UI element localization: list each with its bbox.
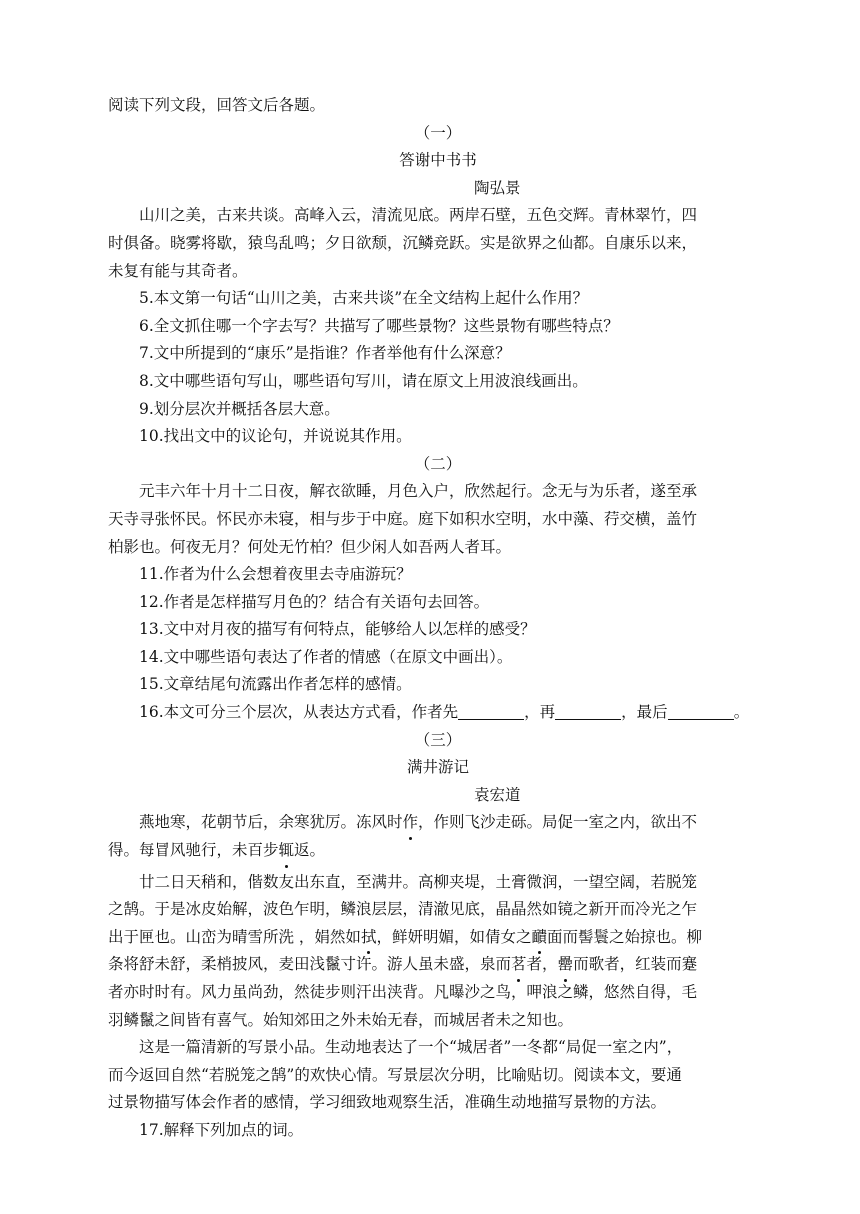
text-run: 者， [526, 955, 558, 974]
question-5: 5.本文第一句话“山川之美，古来共谈”在全文结构上起什么作用？ [139, 289, 589, 308]
section2-passage-line: 柏影也。何夜无月？何处无竹柏？但少闲人如吾两人者耳。 [108, 537, 512, 556]
question-6: 6.全文抓住哪一个字去写？共描写了哪些景物？这些景物有哪些特点？ [139, 316, 619, 335]
question-16-end: 。 [733, 703, 750, 722]
answer-blank[interactable] [458, 701, 524, 720]
section2-passage-line: 元丰六年十月十二日夜，解衣欲睡，月色入户，欣然起行。念无与为乐者，遂至承 [139, 482, 698, 501]
text-run: 面而髻鬟之始掠也。柳 [546, 927, 702, 946]
section3-author: 袁宏道 [474, 785, 521, 804]
question-16-prefix: 16.本文可分三个层次，从表达方式看，作者先 [139, 703, 459, 722]
section3-passage-line [108, 809, 768, 837]
section1-title: 答谢中书书 [399, 151, 477, 170]
section1-passage-line: 未复有能与其奇者。 [108, 261, 248, 280]
text-run: 燕地寒，花朝节后，余寒犹厉。冻风时 [139, 813, 403, 832]
question-7: 7.文中所提到的“康乐”是指谁？作者举他有什么深意？ [139, 344, 511, 363]
answer-blank[interactable] [668, 701, 734, 720]
text-run: 返。 [294, 841, 326, 860]
text-run: 而歌者，红装而蹇 [573, 955, 698, 974]
text-run: 得。每冒风驰行，未百步 [108, 841, 279, 860]
commentary-line: 而今返回自然“若脱笼之鹄”的欢快心情。写景层次分明，比喻贴切。阅读本文，要通 [108, 1065, 682, 1084]
question-16-mid: ，最后 [621, 703, 668, 722]
question-9: 9.划分层次并概括各层大意。 [139, 399, 340, 418]
commentary-line: 过景物描写体会作者的感情，学习细致地观察生活，准确生动地描写景物的方法。 [108, 1093, 667, 1112]
section3-title: 满井游记 [406, 758, 469, 777]
section1-passage-line: 时俱备。晓雾将歇，猿鸟乱鸣；夕日欲颓，沉鳞竞跃。实是欲界之仙都。自康乐以来， [108, 233, 698, 252]
text-run: 出于匣也。山峦为晴雪所洗 ，娟然如 [108, 927, 361, 946]
section2-passage-line: 天寺寻张怀民。怀民亦未寝，相与步于中庭。庭下如积水空明，水中藻、荇交横，盖竹 [108, 509, 698, 528]
dotted-word: 茗 [511, 951, 527, 979]
question-16 [108, 699, 768, 727]
section3-passage-line: 廿二日天稍和，偕数友出东直，至满井。高柳夹堤，土膏微润，一望空阔，若脱笼 [139, 872, 698, 891]
question-14: 14.文中哪些语句表达了作者的情感（在原文中画出）。 [139, 647, 513, 666]
section3-passage-line [108, 837, 768, 865]
dotted-word: 辄 [279, 837, 295, 865]
section2-heading: （二） [414, 454, 462, 473]
section1-passage-line: 山川之美，古来共谈。高峰入云，清流见底。两岸石壁，五色交辉。青林翠竹，四 [139, 206, 698, 225]
section1-heading: （一） [414, 123, 462, 142]
question-10: 10.找出文中的议论句，并说说其作用。 [139, 427, 412, 446]
text-run: ，鲜妍明媚，如倩女之 [376, 927, 532, 946]
section3-passage-line: 者亦时时有。风力虽尚劲，然徒步则汗出浃背。凡曝沙之鸟，呷浪之鳞，悠然自得，毛 [108, 983, 698, 1001]
text-run: ，作则飞沙走砾。局促一室之内，欲出不 [418, 813, 698, 832]
section3-passage-line: 之鹄。于是冰皮始解，波色乍明，鳞浪层层，清澈见底，晶晶然如镜之新开而冷光之乍 [108, 900, 698, 919]
dotted-word: 罍 [558, 951, 574, 979]
commentary-line: 这是一篇清新的写景小品。生动地表达了一个“城居者”一冬都“局促一室之内”， [139, 1038, 683, 1057]
dotted-word: 靧 [531, 924, 547, 952]
section3-passage-line: 羽鳞鬣之间皆有喜气。始知郊田之外未始无春，而城居者未之知也。 [108, 1010, 574, 1029]
question-16-mid: ，再 [524, 703, 556, 722]
question-17: 17.解释下列加点的词。 [139, 1120, 304, 1139]
intro-instruction: 阅读下列文段，回答文后各题。 [108, 96, 326, 114]
question-15: 15.文章结尾句流露出作者怎样的感情。 [139, 675, 412, 694]
answer-blank[interactable] [555, 701, 621, 720]
dotted-word: 作 [403, 809, 419, 837]
question-13: 13.文中对月夜的描写有何特点，能够给人以怎样的感受？ [139, 620, 536, 639]
document-content [108, 92, 768, 1145]
section3-heading: （三） [414, 730, 462, 749]
text-run: 条将舒未舒，柔梢披风，麦田浅鬣寸许。游人虽未盛，泉而 [108, 955, 512, 974]
section3-passage-line [108, 951, 768, 979]
question-12: 12.作者是怎样描写月色的？结合有关语句去回答。 [139, 592, 490, 611]
question-11: 11.作者为什么会想着夜里去寺庙游玩？ [139, 565, 412, 584]
question-8: 8.文中哪些语句写山，哪些语句写川，请在原文上用波浪线画出。 [139, 371, 588, 390]
section3-passage-line [108, 924, 768, 952]
dotted-word: 拭 [361, 924, 377, 952]
section1-author: 陶弘景 [474, 178, 521, 197]
